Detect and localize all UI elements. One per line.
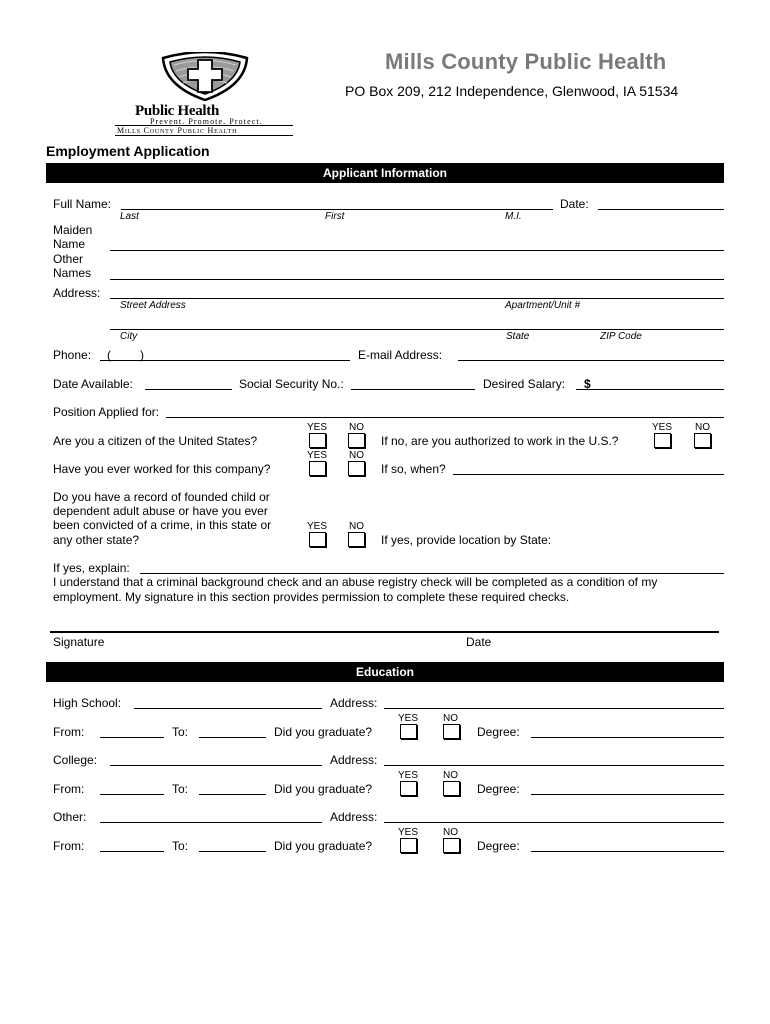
other-names-field[interactable]: [110, 279, 724, 280]
first-name-caption: First: [325, 211, 345, 222]
logo-wordmark: Public Health: [135, 103, 220, 119]
email-field[interactable]: [458, 360, 724, 361]
record-question: dependent adult abuse or have you ever: [53, 504, 268, 518]
street-address-field[interactable]: [110, 298, 724, 299]
record-yes-checkbox[interactable]: [309, 532, 326, 547]
citizen-question: Are you a citizen of the United States?: [53, 434, 258, 448]
graduate-question: Did you graduate?: [274, 782, 373, 796]
signature-date-label: Date: [466, 635, 492, 649]
date-field[interactable]: [598, 209, 724, 210]
no-caption: NO: [443, 770, 458, 781]
yes-caption: YES: [307, 450, 328, 461]
position-label: Position Applied for:: [53, 405, 160, 419]
when-question: If so, when?: [381, 462, 446, 476]
form-title: Employment Application: [46, 143, 210, 159]
college-address-field[interactable]: [384, 765, 724, 766]
authorized-yes-checkbox[interactable]: [654, 433, 671, 448]
degree-label: Degree:: [477, 839, 520, 853]
authorized-no-checkbox[interactable]: [694, 433, 711, 448]
maiden-name-field[interactable]: [110, 250, 724, 251]
yes-caption: YES: [652, 422, 673, 433]
graduate-question: Did you graduate?: [274, 725, 373, 739]
organization-name: Mills County Public Health: [385, 49, 667, 74]
graduate-question: Did you graduate?: [274, 839, 373, 853]
when-field[interactable]: [453, 474, 724, 475]
from-label: From:: [53, 839, 85, 853]
city-caption: City: [120, 331, 138, 342]
college-address-label: Address:: [330, 753, 378, 767]
college-label: College:: [53, 753, 98, 767]
high-school-label: High School:: [53, 696, 122, 710]
maiden-name-label: Name: [53, 237, 86, 251]
record-question: been convicted of a crime, in this state or: [53, 518, 272, 532]
date-label: Date:: [560, 197, 589, 211]
to-label: To:: [172, 725, 189, 739]
desired-salary-field[interactable]: [576, 389, 724, 390]
email-label: E-mail Address:: [358, 348, 443, 362]
yes-caption: YES: [398, 713, 419, 724]
maiden-name-label: Maiden: [53, 223, 93, 237]
other-names-label: Names: [53, 266, 92, 280]
high-school-from-field[interactable]: [100, 737, 164, 738]
consent-text: employment. My signature in this section provides permission to complete these required checks.: [53, 590, 570, 604]
high-school-degree-field[interactable]: [531, 737, 724, 738]
logo-divider: [115, 135, 293, 136]
consent-text: I understand that a criminal background check and an abuse registry check will be completed as a condition of my: [53, 575, 658, 589]
position-field[interactable]: [166, 417, 724, 418]
other-names-label: Other: [53, 252, 84, 266]
full-name-field[interactable]: [121, 209, 553, 210]
explain-label: If yes, explain:: [53, 561, 130, 575]
college-from-field[interactable]: [100, 794, 164, 795]
college-field[interactable]: [110, 765, 322, 766]
record-question: Do you have a record of founded child or: [53, 490, 270, 504]
no-caption: NO: [349, 422, 364, 433]
yes-caption: YES: [307, 521, 328, 532]
street-address-caption: Street Address: [120, 300, 186, 311]
ssn-label: Social Security No.:: [239, 377, 344, 391]
high-school-field[interactable]: [134, 708, 322, 709]
worked-no-checkbox[interactable]: [348, 461, 365, 476]
to-label: To:: [172, 839, 189, 853]
dollar-sign: $: [584, 377, 591, 391]
logo-tagline: Prevent. Promote. Protect.: [150, 117, 263, 126]
worked-yes-checkbox[interactable]: [309, 461, 326, 476]
address-label: Address:: [53, 286, 101, 300]
state-caption: State: [506, 331, 530, 342]
college-grad-no-checkbox[interactable]: [443, 781, 460, 796]
other-to-field[interactable]: [199, 851, 266, 852]
logo-county-name: Mills County Public Health: [117, 126, 238, 135]
other-address-field[interactable]: [384, 822, 724, 823]
record-question: any other state?: [53, 533, 140, 547]
phone-area-open: (: [107, 348, 111, 362]
college-grad-yes-checkbox[interactable]: [400, 781, 417, 796]
yes-caption: YES: [398, 770, 419, 781]
public-health-shield-icon: [160, 52, 250, 102]
other-address-label: Address:: [330, 810, 378, 824]
other-grad-no-checkbox[interactable]: [443, 838, 460, 853]
location-question: If yes, provide location by State:: [381, 533, 552, 547]
citizen-yes-checkbox[interactable]: [309, 433, 326, 448]
worked-here-question: Have you ever worked for this company?: [53, 462, 271, 476]
high-school-grad-yes-checkbox[interactable]: [400, 724, 417, 739]
signature-line[interactable]: [50, 631, 719, 633]
date-available-field[interactable]: [145, 389, 232, 390]
degree-label: Degree:: [477, 725, 520, 739]
college-to-field[interactable]: [199, 794, 266, 795]
other-from-field[interactable]: [100, 851, 164, 852]
no-caption: NO: [349, 521, 364, 532]
high-school-to-field[interactable]: [199, 737, 266, 738]
other-school-label: Other:: [53, 810, 87, 824]
section-header-education: Education: [46, 662, 724, 682]
full-name-label: Full Name:: [53, 197, 112, 211]
section-header-applicant: Applicant Information: [46, 163, 724, 183]
signature-label: Signature: [53, 635, 105, 649]
no-caption: NO: [349, 450, 364, 461]
last-name-caption: Last: [120, 211, 139, 222]
from-label: From:: [53, 782, 85, 796]
authorized-question: If no, are you authorized to work in the U.S.?: [381, 434, 619, 448]
no-caption: NO: [443, 713, 458, 724]
date-available-label: Date Available:: [53, 377, 133, 391]
no-caption: NO: [695, 422, 710, 433]
city-state-zip-field[interactable]: [110, 329, 724, 330]
degree-label: Degree:: [477, 782, 520, 796]
ssn-field[interactable]: [351, 389, 475, 390]
other-grad-yes-checkbox[interactable]: [400, 838, 417, 853]
phone-area-close: ): [140, 348, 144, 362]
phone-label: Phone:: [53, 348, 92, 362]
to-label: To:: [172, 782, 189, 796]
organization-address: PO Box 209, 212 Independence, Glenwood, IA 51534: [345, 83, 679, 99]
yes-caption: YES: [398, 827, 419, 838]
no-caption: NO: [443, 827, 458, 838]
zip-caption: ZIP Code: [600, 331, 642, 342]
other-school-field[interactable]: [100, 822, 322, 823]
apartment-caption: Apartment/Unit #: [505, 300, 581, 311]
record-no-checkbox[interactable]: [348, 532, 365, 547]
citizen-no-checkbox[interactable]: [348, 433, 365, 448]
explain-field[interactable]: [140, 573, 724, 574]
college-degree-field[interactable]: [531, 794, 724, 795]
desired-salary-label: Desired Salary:: [483, 377, 566, 391]
from-label: From:: [53, 725, 85, 739]
high-school-grad-no-checkbox[interactable]: [443, 724, 460, 739]
high-school-address-label: Address:: [330, 696, 378, 710]
middle-initial-caption: M.I.: [505, 211, 522, 222]
high-school-address-field[interactable]: [384, 708, 724, 709]
other-degree-field[interactable]: [531, 851, 724, 852]
phone-field[interactable]: [100, 360, 350, 361]
logo: [160, 52, 250, 102]
yes-caption: YES: [307, 422, 328, 433]
